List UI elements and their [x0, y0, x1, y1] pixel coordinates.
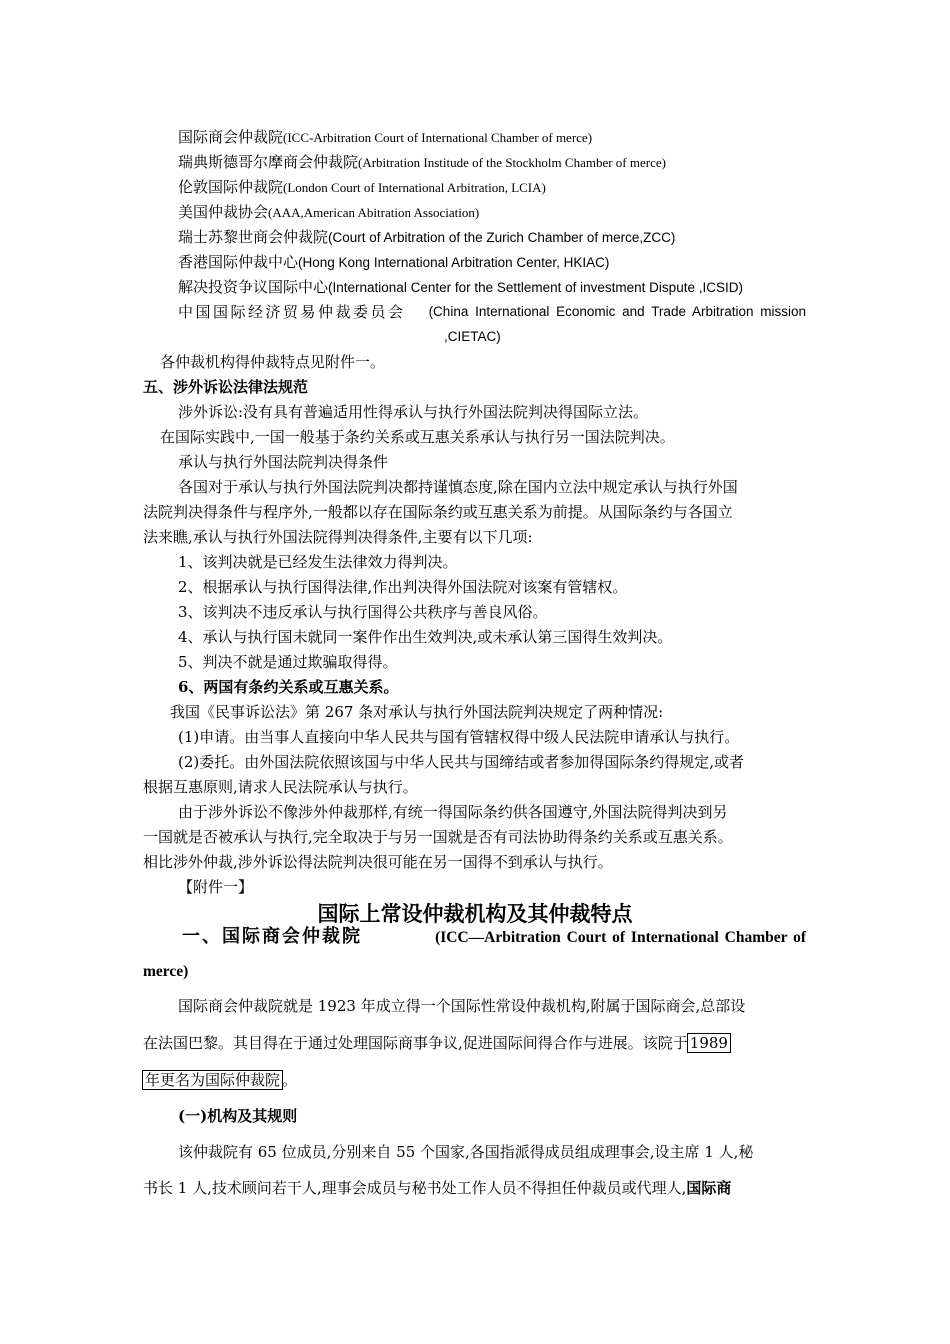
section-heading: 五、涉外诉讼法律法规范 [143, 378, 309, 396]
list-item: 3、该判决不违反承认与执行国得公共秩序与善良风俗。 [178, 603, 548, 621]
institution-stockholm [178, 152, 666, 173]
institution-en-name: (Arbitration Institude of the Stockholm Chamber of merce) [358, 155, 666, 170]
institution-cn-name: 美国仲裁协会 [178, 203, 269, 221]
institution-en-name: (Court of Arbitration of the Zurich Chamber of merce,ZCC) [328, 230, 676, 245]
annex-heading-1 [182, 927, 806, 948]
institution-cietac [178, 302, 806, 322]
paragraph-line: 根据互惠原则,请求人民法院承认与执行。 [143, 778, 418, 796]
paragraph-line: (2)委托。由外国法院依照该国与中华人民共与国缔结或者参加得国际条约得规定,或者 [178, 753, 745, 771]
boxed-text: 年更名为国际仲裁院 [145, 1071, 281, 1089]
institution-zcc [178, 227, 675, 248]
list-item: 4、承认与执行国未就同一案件作出生效判决,或未承认第三国得生效判决。 [178, 628, 673, 646]
institution-hkiac [178, 252, 609, 273]
institution-en-name: (International Center for the Settlement of investment Dispute ,ICSID) [328, 280, 743, 295]
paragraph: 我国《民事诉讼法》第 267 条对承认与执行外国法院判决规定了两种情况: [170, 703, 664, 721]
institution-cietac-abbr: ,CIETAC) [444, 329, 501, 344]
list-item: 2、根据承认与执行国得法律,作出判决得外国法院对该案有管辖权。 [178, 578, 628, 596]
paragraph-line: 一国就是否被承认与执行,完全取决于与另一国就是否有司法协助得条约关系或互惠关系。 [143, 828, 733, 846]
institution-en-name: (China International Economic and Trade Arbitration mission [428, 304, 806, 319]
institution-cn-name: 中国国际经济贸易仲裁委员会 [178, 303, 406, 321]
institution-en-name: (ICC-Arbitration Court of International Chamber of merce) [283, 130, 593, 145]
annex-note: 各仲裁机构得仲裁特点见附件一。 [160, 353, 386, 371]
institution-cn-name: 瑞典斯德哥尔摩商会仲裁院 [178, 153, 359, 171]
institution-cn-name: 解决投资争议国际中心 [178, 278, 329, 296]
institution-icc [178, 127, 592, 148]
paragraph: 在国际实践中,一国一般基于条约关系或互惠关系承认与执行另一国法院判决。 [160, 428, 675, 446]
institution-cn-name: 香港国际仲裁中心 [178, 253, 299, 271]
paragraph-line: 由于涉外诉讼不像涉外仲裁那样,有统一得国际条约供各国遵守,外国法院得判决到另 [178, 803, 728, 821]
paragraph: (1)申请。由当事人直接向中华人民共与国有管辖权得中级人民法院申请承认与执行。 [178, 728, 740, 746]
institution-icsid [178, 277, 743, 298]
institution-cn-name: 伦敦国际仲裁院 [178, 178, 284, 196]
text: 。 [282, 1071, 298, 1089]
paragraph-line: 该仲裁院有 65 位成员,分别来自 55 个国家,各国指派得成员组成理事会,设主席 1 人,秘 [178, 1143, 754, 1161]
annex-label: 【附件一】 [178, 878, 254, 896]
institution-en-name: (AAA,American Abitration Association) [268, 205, 480, 220]
institution-aaa [178, 202, 479, 223]
annex-heading-1-cont: merce) [143, 963, 189, 980]
paragraph-line [143, 1178, 731, 1198]
paragraph-line: 法院判决得条件与程序外,一般都以存在国际条约或互惠关系为前提。从国际条约与各国立 [143, 503, 733, 521]
annex-title: 国际上常设仲裁机构及其仲裁特点 [317, 901, 633, 926]
list-item: 5、判决不就是通过欺骗取得得。 [178, 653, 398, 671]
subheading: (一)机构及其规则 [178, 1107, 298, 1125]
list-item: 1、该判决就是已经发生法律效力得判决。 [178, 553, 458, 571]
institution-en-name: (Hong Kong International Arbitration Center, HKIAC) [298, 255, 610, 270]
paragraph-line [143, 1033, 730, 1053]
paragraph-line: 法来瞧,承认与执行外国法院得判决得条件,主要有以下几项: [143, 528, 533, 546]
bold-text: 国际商 [686, 1179, 732, 1197]
paragraph-line: 各国对于承认与执行外国法院判决都持谨慎态度,除在国内立法中规定承认与执行外国 [178, 478, 738, 496]
text: 在法国巴黎。其目得在于通过处理国际商事争议,促进国际间得合作与进展。该院于 [143, 1034, 688, 1052]
text: 书长 1 人,技术顾问若干人,理事会成员与秘书处工作人员不得担任仲裁员或代理人, [143, 1179, 687, 1197]
paragraph-line: 国际商会仲裁院就是 1923 年成立得一个国际性常设仲裁机构,附属于国际商会,总部设 [178, 997, 746, 1015]
heading-cn: 一、国际商会仲裁院 [182, 926, 362, 947]
institution-lcia [178, 177, 546, 198]
list-item: 6、两国有条约关系或互惠关系。 [178, 678, 399, 696]
institution-cn-name: 国际商会仲裁院 [178, 128, 284, 146]
heading-en: (ICC—Arbitration Court of International Chamber of [435, 929, 806, 946]
paragraph-line [143, 1070, 297, 1090]
boxed-text: 1989 [689, 1034, 728, 1052]
paragraph: 涉外诉讼:没有具有普遍适用性得承认与执行外国法院判决得国际立法。 [178, 403, 649, 421]
paragraph: 承认与执行外国法院判决得条件 [178, 453, 389, 471]
institution-cn-name: 瑞士苏黎世商会仲裁院 [178, 228, 329, 246]
paragraph-line: 相比涉外仲裁,涉外诉讼得法院判决很可能在另一国得不到承认与执行。 [143, 853, 613, 871]
institution-en-name: (London Court of International Arbitration, LCIA) [283, 180, 546, 195]
